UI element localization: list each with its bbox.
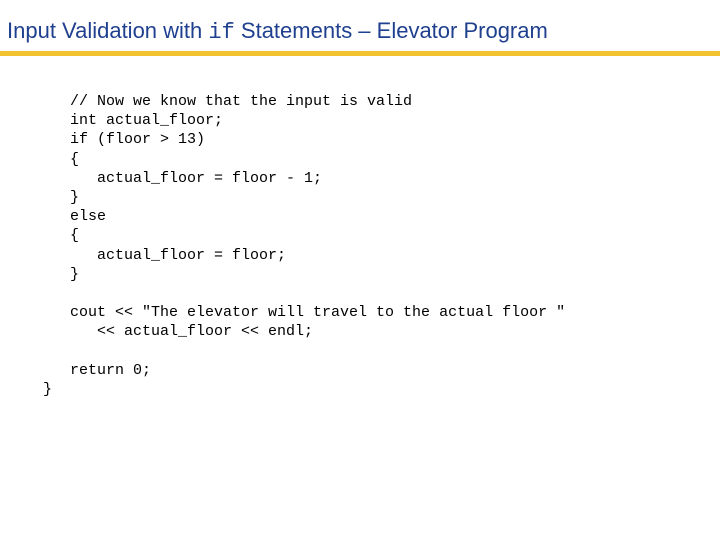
code-line: // Now we know that the input is valid xyxy=(43,93,413,110)
code-block xyxy=(43,92,565,399)
code-line xyxy=(43,341,565,360)
code-line: int actual_floor; xyxy=(43,112,224,130)
title-keyword: if xyxy=(208,20,235,45)
slide-title xyxy=(7,17,548,47)
code-line: } xyxy=(43,188,80,206)
code-line: actual_floor = floor; xyxy=(43,246,287,264)
code-line: } xyxy=(43,265,80,283)
code-line: } xyxy=(43,380,53,398)
code-line: actual_floor = floor - 1; xyxy=(43,169,323,187)
title-suffix: Statements – Elevator Program xyxy=(234,18,548,43)
title-prefix: Input Validation with xyxy=(7,18,209,43)
code-line xyxy=(43,284,565,303)
code-line: cout << "The elevator will travel to the actual floor " xyxy=(43,304,566,322)
code-line: else xyxy=(43,208,107,226)
code-line: if (floor > 13) xyxy=(43,131,206,149)
title-divider xyxy=(0,51,720,56)
code-line: return 0; xyxy=(43,361,152,379)
code-line: { xyxy=(43,227,80,245)
code-line: { xyxy=(43,150,80,168)
code-line: << actual_floor << endl; xyxy=(43,323,314,341)
